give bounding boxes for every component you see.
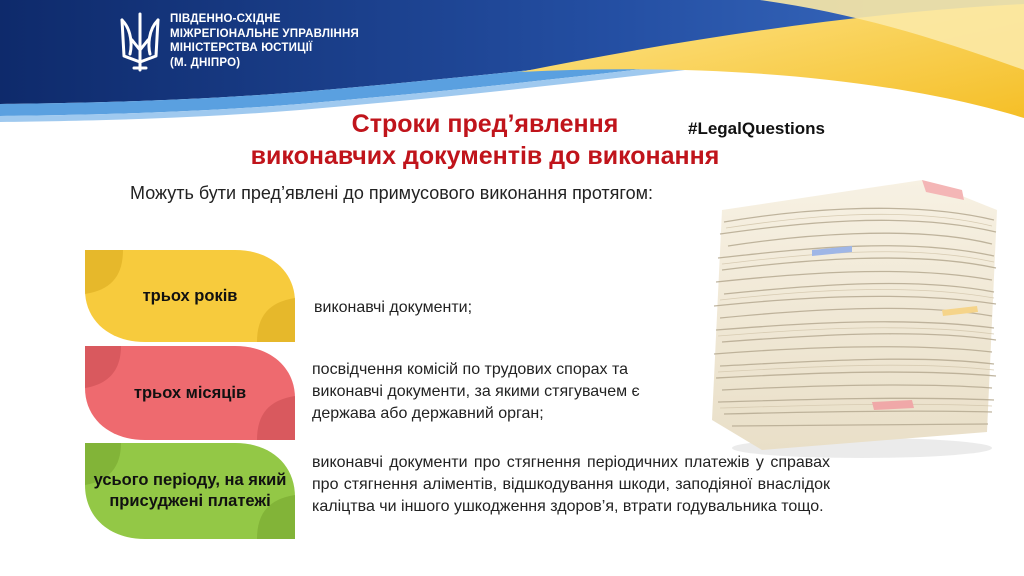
period-shape-three-years (85, 250, 295, 342)
period-description: посвідчення комісій по трудових спорах та виконавчі документи, за якими стягувачем є держава або державний орган; (312, 361, 640, 422)
period-description: виконавчі документи; (314, 299, 473, 316)
org-line: МІЖРЕГІОНАЛЬНЕ УПРАВЛІННЯ (170, 27, 359, 40)
org-line: (М. ДНІПРО) (170, 56, 241, 69)
slide-title (160, 108, 810, 172)
hashtag: #LegalQuestions (688, 119, 825, 138)
period-description: виконавчі документи про стягнення періодичних платежів у справах про стягнення аліментів, відшкодування шкоди, заподіяної внаслідок каліцтва чи іншого ушкодження здоров’я, втрати годувальника тощо. (312, 454, 830, 515)
period-shape-whole-period (85, 443, 295, 539)
period-label: трьох років (142, 286, 238, 305)
period-label: трьох місяців (133, 383, 247, 402)
title-line: Строки пред’явлення (351, 110, 619, 138)
period-shape-three-months (85, 346, 295, 440)
org-line: МІНІСТЕРСТВА ЮСТИЦІЇ (170, 42, 313, 54)
trident-emblem-icon (118, 10, 162, 74)
period-label: усього періоду, на який присуджені платежі (93, 471, 287, 510)
organization-name (170, 12, 359, 70)
intro-text: Можуть бути пред’явлені до примусового виконання протягом: (130, 183, 653, 203)
org-line: ПІВДЕННО-СХІДНЕ (170, 13, 281, 25)
title-line: виконавчих документів до виконання (250, 142, 720, 170)
stack-of-papers-image (702, 170, 1002, 460)
